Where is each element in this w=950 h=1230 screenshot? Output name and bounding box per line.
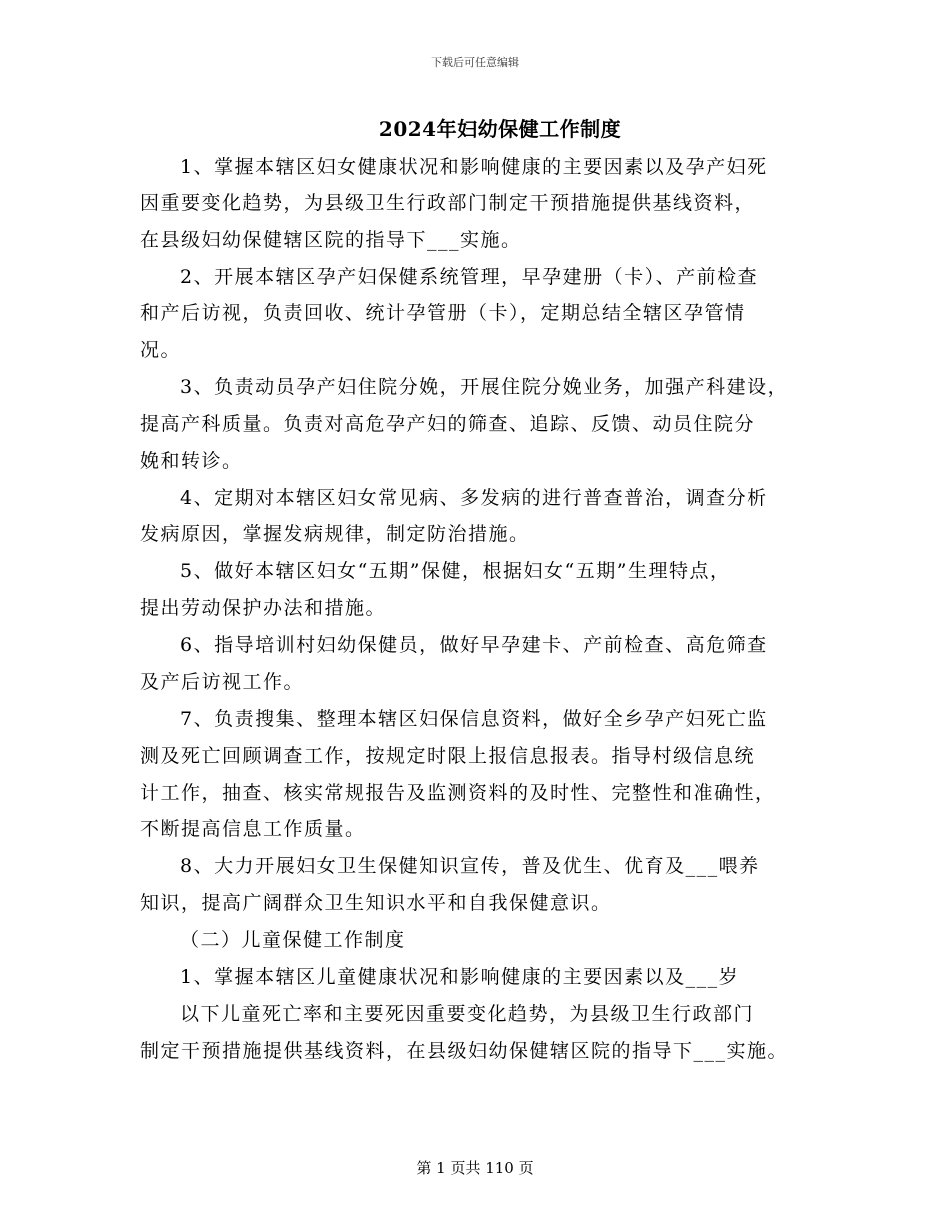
page-footer: 第 1 页共 110 页 — [416, 1159, 534, 1177]
body-line: 8、大力开展妇女卫生保健知识宣传，普及优生、优育及___喂养 — [180, 855, 760, 877]
body-line: 7、负责搜集、整理本辖区妇保信息资料，做好全乡孕产妇死亡监 — [180, 708, 768, 730]
body-line: 6、指导培训村妇幼保健员，做好早孕建卡、产前检查、高危筛查 — [180, 634, 768, 656]
body-line: 提出劳动保护办法和措施。 — [140, 597, 387, 619]
body-line: 制定干预措施提供基线资料，在县级妇幼保健辖区院的指导下___实施。 — [140, 1040, 789, 1062]
body-line: 提高产科质量。负责对高危孕产妇的筛查、追踪、反馈、动员住院分 — [140, 413, 756, 435]
body-line: 因重要变化趋势，为县级卫生行政部门制定干预措施提供基线资料， — [140, 192, 756, 214]
body-line: 2、开展本辖区孕产妇保健系统管理，早孕建册（卡）、产前检查 — [180, 266, 759, 288]
body-line: 知识，提高广阔群众卫生知识水平和自我保健意识。 — [140, 892, 612, 914]
header-note: 下载后可任意编辑 — [431, 56, 519, 69]
body-line: 况。 — [140, 339, 182, 361]
body-line: 不断提高信息工作质量。 — [140, 818, 366, 840]
body-line: 以下儿童死亡率和主要死因重要变化趋势，为县级卫生行政部门 — [180, 1003, 755, 1025]
body-line: 1、掌握本辖区妇女健康状况和影响健康的主要因素以及孕产妇死 — [180, 156, 768, 178]
document-title: 2024年妇幼保健工作制度 — [378, 117, 622, 141]
body-line: 和产后访视，负责回收、统计孕管册（卡），定期总结全辖区孕管情 — [140, 302, 746, 324]
body-line: 计工作，抽查、核实常规报告及监测资料的及时性、完整性和准确性， — [140, 782, 776, 804]
body-line: 发病原因，掌握发病规律，制定防治措施。 — [140, 523, 530, 545]
body-line: 3、负责动员孕产妇住院分娩，开展住院分娩业务，加强产科建设， — [180, 376, 789, 398]
body-line: 测及死亡回顾调查工作，按规定时限上报信息报表。指导村级信息统 — [140, 745, 756, 767]
body-line: 4、定期对本辖区妇女常见病、多发病的进行普查普治，调查分析 — [180, 487, 768, 509]
body-line: 及产后访视工作。 — [140, 671, 305, 693]
body-line: 5、做好本辖区妇女“五期”保健，根据妇女“五期”生理特点， — [180, 560, 731, 582]
body-line: 1、掌握本辖区儿童健康状况和影响健康的主要因素以及___岁 — [180, 966, 740, 988]
body-line: 在县级妇幼保健辖区院的指导下___实施。 — [140, 229, 522, 251]
section-heading: （二）儿童保健工作制度 — [180, 929, 406, 951]
body-line: 娩和转诊。 — [140, 450, 243, 472]
